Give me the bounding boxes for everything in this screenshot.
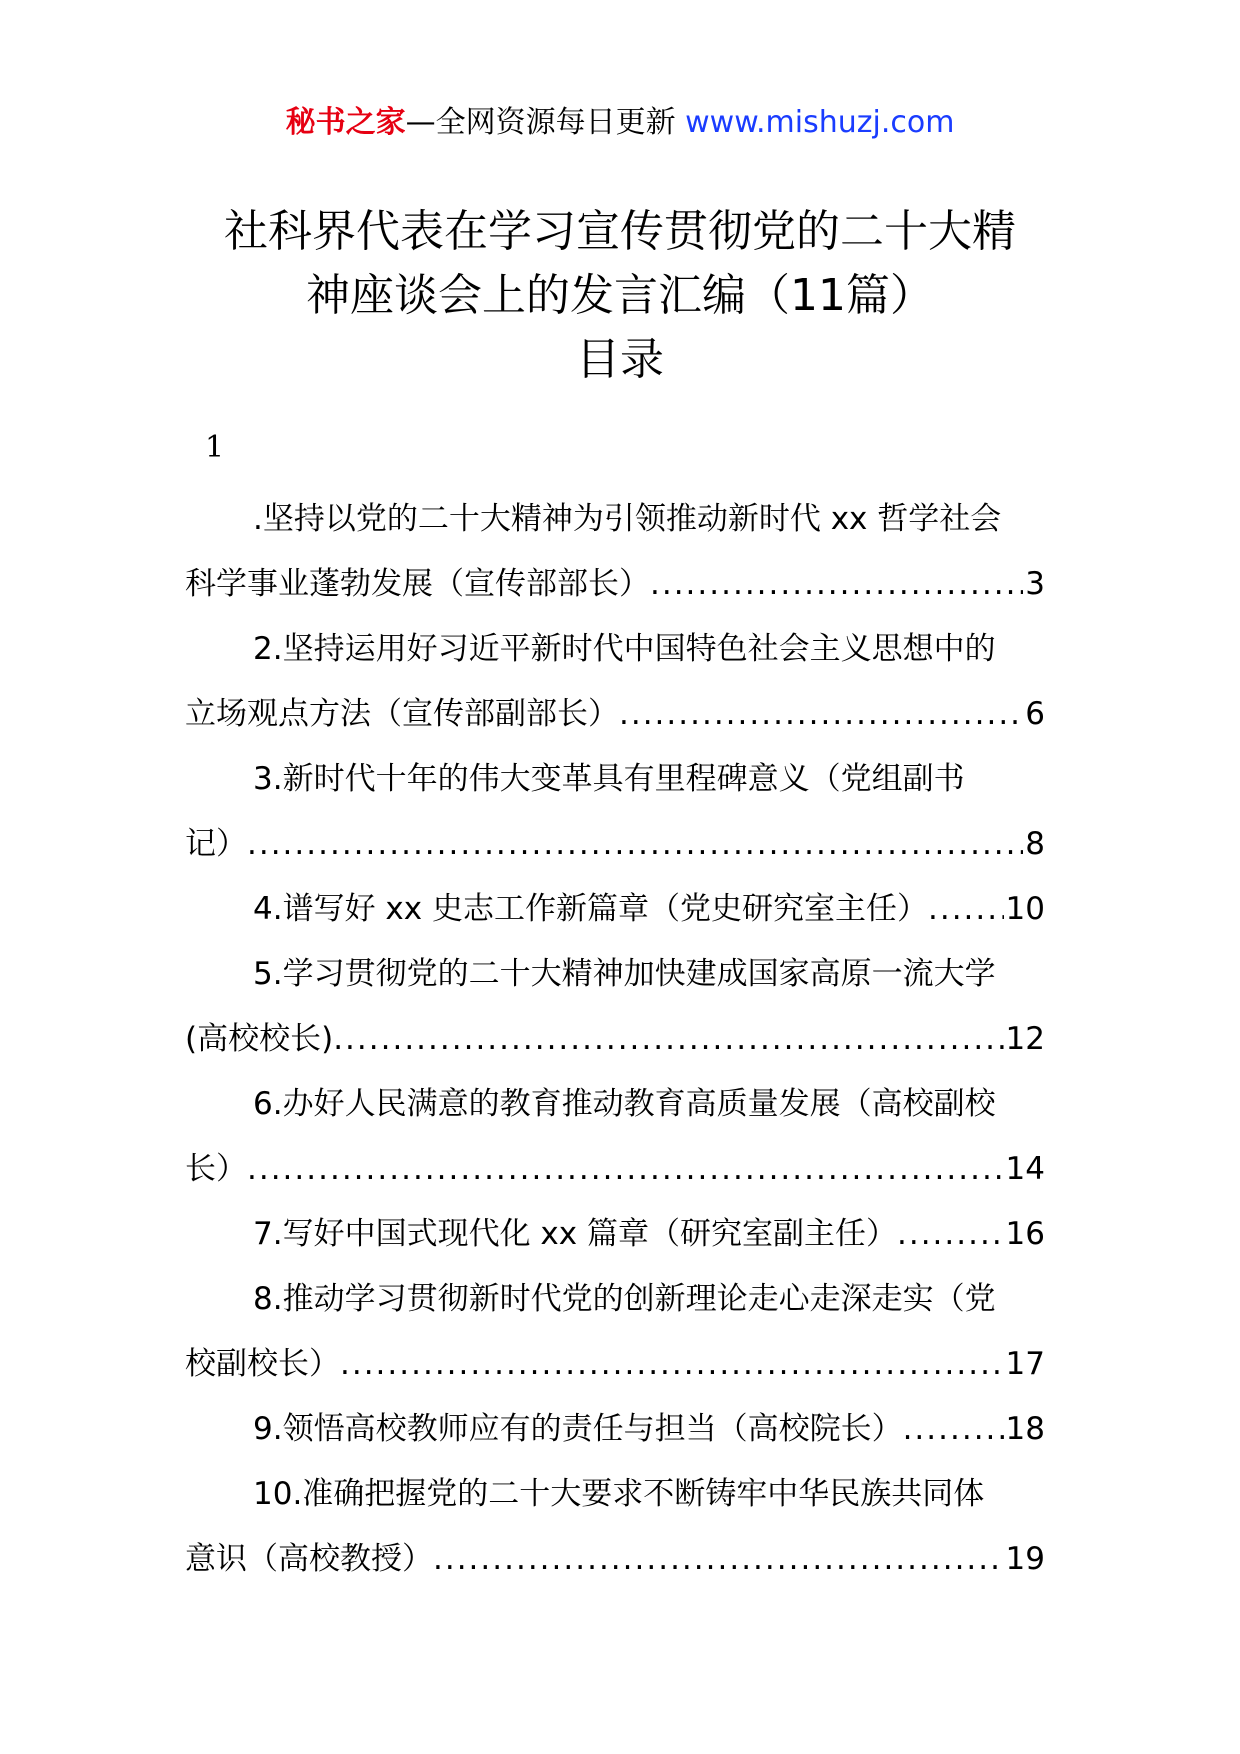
site-tagline: —全网资源每日更新 [405, 105, 686, 140]
toc-entry-title: 6.办好人民满意的教育推动教育高质量发展（高校副校 [253, 1086, 996, 1122]
toc-entry[interactable] [185, 1462, 1045, 1592]
toc-entry-page: 10 [1005, 891, 1045, 927]
toc-leader-dots [650, 552, 1023, 617]
toc-entry-title-cont: 科学事业蓬勃发展（宣传部部长） [185, 566, 650, 602]
toc-entry-title-cont: 记） [185, 826, 247, 862]
document-title [150, 200, 1090, 392]
toc-leader-dots [928, 877, 1004, 942]
toc-entry-title: 7.写好中国式现代化 xx 篇章（研究室副主任） [253, 1216, 897, 1252]
site-header [0, 100, 1240, 146]
toc-page-marker: 1 [205, 430, 225, 465]
toc-leader-dots [903, 1397, 1004, 1462]
toc-leader-dots [247, 812, 1023, 877]
toc-entry-title: 10.准确把握党的二十大要求不断铸牢中华民族共同体 [253, 1476, 985, 1512]
toc-leader-dots [433, 1527, 1004, 1592]
toc-entry-title-cont: 长） [185, 1151, 247, 1187]
site-url-link[interactable]: www.mishuzj.com [685, 105, 955, 140]
toc-entry-page: 19 [1005, 1541, 1045, 1577]
toc-leader-dots [897, 1202, 1004, 1267]
toc-entry[interactable] [185, 1267, 1045, 1397]
toc-entry[interactable] [185, 747, 1045, 877]
toc-entry-title: 3.新时代十年的伟大变革具有里程碑意义（党组副书 [253, 761, 965, 797]
toc-entry-page: 8 [1025, 826, 1045, 862]
toc-leader-dots [333, 1007, 1003, 1072]
toc-entry-title-cont: 立场观点方法（宣传部副部长） [185, 696, 619, 732]
toc-entry-page: 12 [1005, 1021, 1045, 1057]
toc-entry-title: 9.领悟高校教师应有的责任与担当（高校院长） [253, 1411, 903, 1447]
toc-entry-title-cont: 意识（高校教授） [185, 1541, 433, 1577]
toc-leader-dots [619, 682, 1023, 747]
toc-leader-dots [340, 1332, 1004, 1397]
toc-entry[interactable] [185, 877, 1045, 942]
toc-entry-title: 2.坚持运用好习近平新时代中国特色社会主义思想中的 [253, 631, 996, 667]
toc-entry-title: 8.推动学习贯彻新时代党的创新理论走心走深走实（党 [253, 1281, 996, 1317]
toc-entry-title: 5.学习贯彻党的二十大精神加快建成国家高原一流大学 [253, 956, 996, 992]
toc-entry-title-cont: 校副校长） [185, 1346, 340, 1382]
toc-entry[interactable] [185, 487, 1045, 617]
toc-entry[interactable] [185, 1072, 1045, 1202]
table-of-contents [185, 487, 1045, 1592]
toc-entry[interactable] [185, 1202, 1045, 1267]
toc-heading: 目录 [576, 334, 664, 385]
toc-entry-title: .坚持以党的二十大精神为引领推动新时代 xx 哲学社会 [253, 501, 1002, 537]
toc-entry-page: 14 [1005, 1151, 1045, 1187]
toc-entry[interactable] [185, 617, 1045, 747]
toc-leader-dots [247, 1137, 1004, 1202]
toc-entry-page: 16 [1005, 1216, 1045, 1252]
title-line-2: 神座谈会上的发言汇编（11篇） [306, 270, 934, 321]
toc-entry-page: 6 [1025, 696, 1045, 732]
toc-entry-title: 4.谱写好 xx 史志工作新篇章（党史研究室主任） [253, 891, 928, 927]
toc-entry-page: 18 [1005, 1411, 1045, 1447]
toc-entry-title-cont: (高校校长) [185, 1021, 334, 1057]
toc-entry-page: 17 [1005, 1346, 1045, 1382]
title-line-1: 社科界代表在学习宣传贯彻党的二十大精 [224, 206, 1016, 257]
toc-entry-page: 3 [1025, 566, 1045, 602]
site-brand: 秘书之家 [285, 105, 406, 140]
toc-entry[interactable] [185, 1397, 1045, 1462]
toc-entry[interactable] [185, 942, 1045, 1072]
